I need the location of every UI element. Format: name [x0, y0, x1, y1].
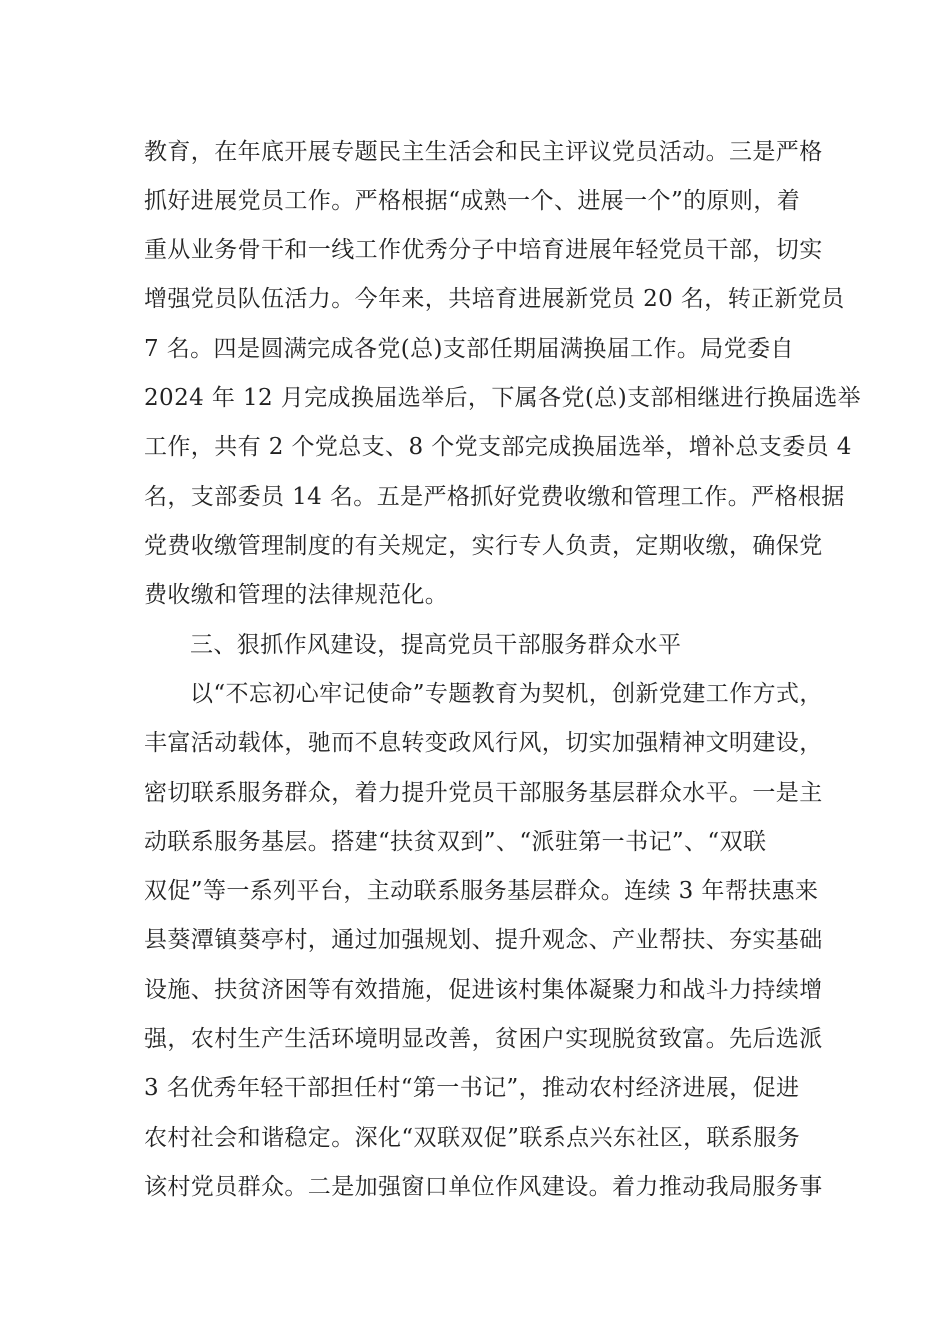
- body-text-line: 费收缴和管理的法律规范化。: [144, 582, 449, 608]
- body-text-line: 动联系服务基层。搭建“扶贫双到”、“派驻第一书记”、“双联: [144, 829, 767, 855]
- body-text-line: 丰富活动载体，驰而不息转变政风行风，切实加强精神文明建设，: [144, 730, 823, 756]
- body-text-line: 双促”等一系列平台，主动联系服务基层群众。连续 3 年帮扶惠来: [144, 878, 819, 904]
- body-text-line: 教育，在年底开展专题民主生活会和民主评议党员活动。三是严格: [144, 139, 823, 165]
- body-text-line: 工作，共有 2 个党总支、8 个党支部完成换届选举，增补总支委员 4: [144, 434, 852, 460]
- section-heading: 三、狠抓作风建设，提高党员干部服务群众水平: [190, 632, 682, 658]
- body-text-line: 县葵潭镇葵亭村，通过加强规划、提升观念、产业帮扶、夯实基础: [144, 927, 823, 953]
- body-text-line: 名，支部委员 14 名。五是严格抓好党费收缴和管理工作。严格根据: [144, 484, 845, 510]
- body-text-line: 增强党员队伍活力。今年来，共培育进展新党员 20 名，转正新党员: [144, 286, 845, 312]
- body-text-line: 党费收缴管理制度的有关规定，实行专人负责，定期收缴，确保党: [144, 533, 823, 559]
- body-text-line: 强，农村生产生活环境明显改善，贫困户实现脱贫致富。先后选派: [144, 1026, 823, 1052]
- body-text-line: 3 名优秀年轻干部担任村“第一书记”，推动农村经济进展，促进: [144, 1075, 800, 1101]
- body-text-line: 该村党员群众。二是加强窗口单位作风建设。着力推动我局服务事: [144, 1174, 823, 1200]
- body-text-line: 密切联系服务群众，着力提升党员干部服务基层群众水平。一是主: [144, 780, 823, 806]
- body-text-line: 2024 年 12 月完成换届选举后，下属各党(总)支部相继进行换届选举: [144, 385, 862, 411]
- body-text-line: 抓好进展党员工作。严格根据“成熟一个、进展一个”的原则，着: [144, 188, 801, 214]
- body-text-line: 7 名。四是圆满完成各党(总)支部任期届满换届工作。局党委自: [144, 336, 794, 362]
- body-text-line: 农村社会和谐稳定。深化“双联双促”联系点兴东社区，联系服务: [144, 1125, 801, 1151]
- body-text-line: 重从业务骨干和一线工作优秀分子中培育进展年轻党员干部，切实: [144, 237, 823, 263]
- body-text-line: 设施、扶贫济困等有效措施，促进该村集体凝聚力和战斗力持续增: [144, 977, 823, 1003]
- body-text-line: 以“不忘初心牢记使命”专题教育为契机，创新党建工作方式，: [190, 681, 823, 707]
